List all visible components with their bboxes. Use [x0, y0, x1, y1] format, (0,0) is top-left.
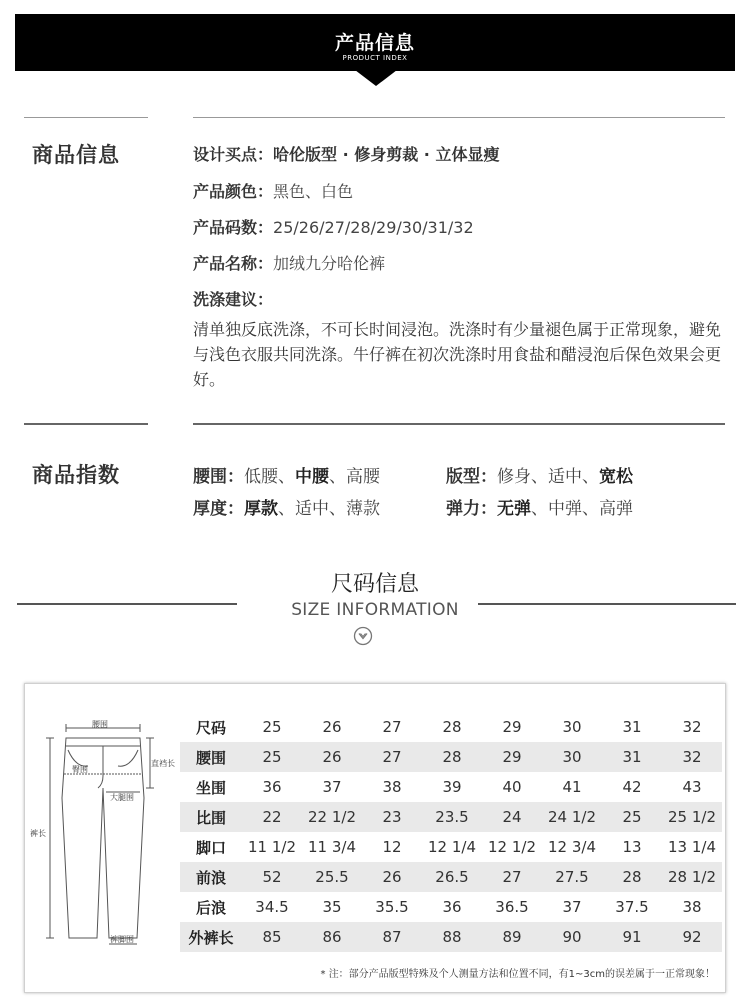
table-cell: 32: [662, 742, 722, 772]
table-cell: 92: [662, 922, 722, 952]
index-option: 高腰: [346, 467, 380, 487]
table-cell: 89: [482, 922, 542, 952]
index-option: 薄款: [346, 499, 380, 519]
table-row-header: 后浪: [195, 898, 226, 917]
table-cell: 28: [602, 862, 662, 892]
product-info-label: 产品码数：: [193, 218, 274, 237]
index-option: 无弹: [497, 499, 531, 519]
size-info-title: 尺码信息: [330, 572, 419, 597]
index-option: 适中: [295, 499, 329, 519]
table-cell: 35.5: [375, 898, 409, 916]
index-option: 中腰: [295, 467, 329, 487]
index-option: 修身: [497, 467, 531, 487]
product-info-label: 设计买点：: [193, 145, 274, 164]
table-cell: 25 1/2: [662, 802, 722, 832]
table-cell: 38: [682, 898, 702, 916]
table-row-header: 外裤长: [180, 922, 242, 952]
table-cell: 27: [382, 718, 402, 736]
table-cell: 28: [422, 742, 482, 772]
table-cell: 85: [242, 922, 302, 952]
table-row-header: 前浪: [180, 862, 242, 892]
divider: [193, 423, 725, 425]
table-cell: 22: [242, 802, 302, 832]
table-cell: 26: [302, 742, 362, 772]
table-cell: 32: [682, 718, 702, 736]
product-info-row: [193, 142, 499, 165]
table-row: [180, 892, 722, 922]
table-cell: 43: [682, 778, 702, 796]
table-cell: 12 1/4: [428, 838, 476, 856]
table-cell: 31: [622, 718, 642, 736]
table-cell: 26: [362, 862, 422, 892]
header-title: 产品信息: [334, 32, 415, 54]
product-info-row: [193, 251, 385, 274]
pants-diagram-icon: [30, 720, 180, 952]
table-row: [180, 772, 722, 802]
index-elastic: 弹力：无弹、中弹、高弹: [446, 499, 633, 519]
index-thickness: 厚度：厚款、适中、薄款: [193, 499, 380, 519]
product-info-value: 黑色、白色: [273, 182, 354, 201]
table-cell: 28 1/2: [662, 862, 722, 892]
product-info-row: [193, 287, 273, 310]
product-info-label: 产品颜色：: [193, 182, 274, 201]
table-cell: 30: [562, 718, 582, 736]
size-note: * 注：部分产品版型特殊及个人测量方法和位置不同，有1~3cm的误差属于一正常现象！: [320, 969, 715, 980]
table-cell: 34.5: [255, 898, 289, 916]
chevron-down-circle-icon: [353, 626, 373, 646]
divider: [17, 603, 237, 605]
table-row: [180, 832, 722, 862]
table-cell: 27: [482, 862, 542, 892]
table-cell: 38: [382, 778, 402, 796]
table-row: [180, 922, 722, 952]
product-info-label: 产品名称：: [193, 254, 274, 273]
wash-advice-text: 清单独反底洗涤，不可长时间浸泡。洗涤时有少量褪色属于正常现象，避免与浅色衣服共同洗涤。牛仔裤在初次洗涤时用食盐和醋浸泡后保色效果会更好。: [193, 320, 722, 389]
table-cell: 23.5: [422, 802, 482, 832]
table-cell: 12 1/2: [488, 838, 536, 856]
product-info-row: [193, 215, 474, 238]
table-cell: 90: [542, 922, 602, 952]
table-cell: 37: [322, 778, 342, 796]
table-cell: 41: [562, 778, 582, 796]
table-row: [180, 862, 722, 892]
table-cell: 87: [362, 922, 422, 952]
header-pointer: [355, 70, 397, 86]
table-cell: 25: [602, 802, 662, 832]
table-cell: 27.5: [542, 862, 602, 892]
table-cell: 52: [242, 862, 302, 892]
table-cell: 86: [302, 922, 362, 952]
table-cell: 35: [322, 898, 342, 916]
table-cell: 11 3/4: [308, 838, 356, 856]
index-option: 适中: [548, 467, 582, 487]
table-cell: 31: [602, 742, 662, 772]
table-row: [180, 742, 722, 772]
index-option: 高弹: [599, 499, 633, 519]
table-cell: 25.5: [302, 862, 362, 892]
diagram-label-thigh: 大腿围: [110, 793, 134, 802]
diagram-label-hem: 裤脚围: [110, 935, 134, 944]
table-cell: 24 1/2: [542, 802, 602, 832]
divider: [193, 117, 725, 118]
table-cell: 36: [262, 778, 282, 796]
size-info-subtitle: SIZE INFORMATION: [291, 600, 459, 620]
diagram-label-rise: 直裆长: [151, 759, 175, 768]
product-info-value: 加绒九分哈伦裤: [273, 254, 386, 273]
table-row: [180, 802, 722, 832]
table-cell: 91: [602, 922, 662, 952]
size-table: [180, 712, 722, 952]
header-subtitle: PRODUCT INDEX: [342, 54, 408, 62]
diagram-label-hip: 臀围: [72, 765, 88, 774]
product-info-value: 25/26/27/28/29/30/31/32: [273, 218, 474, 237]
table-cell: 26: [322, 718, 342, 736]
index-option: 低腰: [244, 467, 278, 487]
table-cell: 88: [422, 922, 482, 952]
product-index-title: 商品指数: [32, 463, 120, 487]
table-cell: 40: [502, 778, 522, 796]
product-info-title: 商品信息: [32, 143, 120, 167]
table-cell: 27: [362, 742, 422, 772]
table-cell: 37: [562, 898, 582, 916]
product-info-row: [193, 179, 353, 202]
table-cell: 22 1/2: [302, 802, 362, 832]
index-fit: 版型：修身、适中、宽松: [446, 467, 633, 487]
table-row-header: 比围: [180, 802, 242, 832]
table-cell: 23: [362, 802, 422, 832]
diagram-label-length: 裤长: [30, 829, 46, 838]
index-option: 中弹: [548, 499, 582, 519]
table-cell: 36: [442, 898, 462, 916]
table-row-header: 脚口: [195, 838, 226, 857]
table-cell: 30: [542, 742, 602, 772]
divider: [478, 603, 736, 605]
index-option: 厚款: [244, 499, 278, 519]
table-cell: 29: [482, 742, 542, 772]
table-cell: 13: [622, 838, 642, 856]
table-cell: 24: [482, 802, 542, 832]
table-cell: 26.5: [422, 862, 482, 892]
table-row-header: 腰围: [180, 742, 242, 772]
table-cell: 25: [262, 718, 282, 736]
index-option: 宽松: [599, 467, 633, 487]
table-cell: 12: [382, 838, 402, 856]
table-row-header: 坐围: [195, 778, 226, 797]
table-cell: 12 3/4: [548, 838, 596, 856]
index-waist: 腰围：低腰、中腰、高腰: [193, 467, 380, 487]
table-cell: 25: [242, 742, 302, 772]
table-cell: 28: [442, 718, 462, 736]
table-row-header: 尺码: [195, 718, 226, 737]
table-cell: 42: [622, 778, 642, 796]
table-cell: 11 1/2: [248, 838, 296, 856]
table-row: [180, 712, 722, 742]
product-info-value: 哈伦版型 · 修身剪裁 · 立体显瘦: [273, 145, 500, 164]
diagram-label-waist: 腰围: [92, 720, 108, 729]
divider: [24, 423, 148, 425]
divider: [24, 117, 148, 118]
table-cell: 36.5: [495, 898, 529, 916]
table-cell: 13 1/4: [668, 838, 716, 856]
table-cell: 37.5: [615, 898, 649, 916]
table-cell: 29: [502, 718, 522, 736]
table-cell: 39: [442, 778, 462, 796]
product-info-label: 洗涤建议：: [193, 290, 274, 309]
